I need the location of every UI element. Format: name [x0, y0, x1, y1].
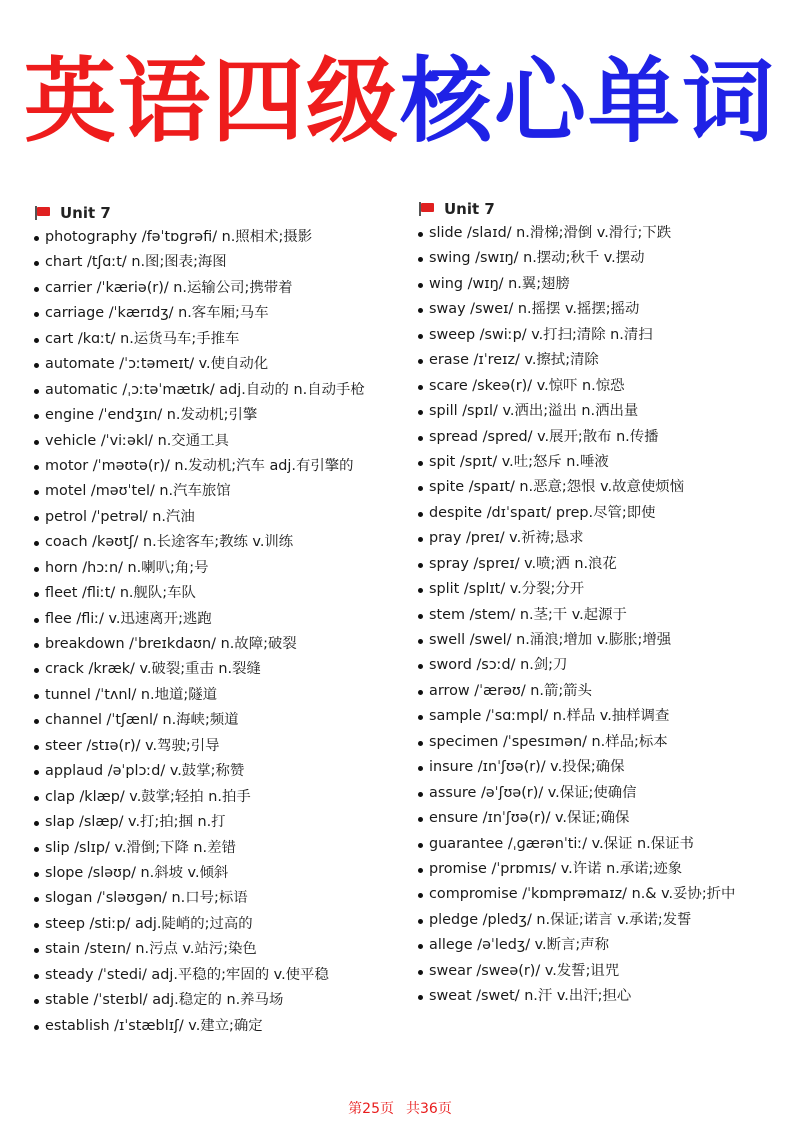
right-column: [418, 196, 788, 1010]
word-entry: engine /ˈendʒɪn/ n.发动机;引擎: [34, 403, 404, 428]
word-entry: swing /swɪŋ/ n.摆动;秋千 v.摆动: [418, 246, 788, 271]
word-entry: spit /spɪt/ v.吐;怒斥 n.唾液: [418, 450, 788, 475]
word-list: [34, 225, 404, 1039]
word-entry: stable /ˈsteɪbl/ adj.稳定的 n.养马场: [34, 988, 404, 1013]
unit-heading: [418, 196, 788, 221]
page-footer: [0, 1098, 800, 1118]
unit-label: Unit 7: [60, 203, 111, 222]
word-entry: horn /hɔːn/ n.喇叭;角;号: [34, 556, 404, 581]
word-entry: swell /swel/ n.涌浪;增加 v.膨胀;增强: [418, 628, 788, 653]
word-entry: arrow /ˈærəʊ/ n.箭;箭头: [418, 679, 788, 704]
word-entry: channel /ˈtʃænl/ n.海峡;频道: [34, 708, 404, 733]
word-entry: steady /ˈstedi/ adj.平稳的;牢固的 v.使平稳: [34, 963, 404, 988]
word-entry: sweat /swet/ n.汗 v.出汗;担心: [418, 984, 788, 1009]
word-entry: carrier /ˈkæriə(r)/ n.运输公司;携带着: [34, 276, 404, 301]
word-entry: sweep /swiːp/ v.打扫;清除 n.清扫: [418, 323, 788, 348]
word-entry: guarantee /ˌɡærənˈtiː/ v.保证 n.保证书: [418, 832, 788, 857]
page-title: [0, 42, 800, 162]
word-entry: petrol /ˈpetrəl/ n.汽油: [34, 505, 404, 530]
word-entry: clap /klæp/ v.鼓掌;轻拍 n.拍手: [34, 785, 404, 810]
word-entry: establish /ɪˈstæblɪʃ/ v.建立;确定: [34, 1014, 404, 1039]
word-entry: assure /əˈʃʊə(r)/ v.保证;使确信: [418, 781, 788, 806]
word-entry: automatic /ˌɔːtəˈmætɪk/ adj.自动的 n.自动手枪: [34, 378, 404, 403]
word-entry: split /splɪt/ v.分裂;分开: [418, 577, 788, 602]
red-flag-icon: [34, 206, 52, 220]
word-entry: carriage /ˈkærɪdʒ/ n.客车厢;马车: [34, 301, 404, 326]
word-entry: slap /slæp/ v.打;拍;掴 n.打: [34, 810, 404, 835]
word-entry: promise /ˈprɒmɪs/ v.许诺 n.承诺;迹象: [418, 857, 788, 882]
word-entry: stem /stem/ n.茎;干 v.起源于: [418, 603, 788, 628]
word-entry: spray /spreɪ/ v.喷;洒 n.浪花: [418, 552, 788, 577]
word-list: [418, 221, 788, 1010]
title-part-1: 英语四级: [23, 48, 400, 155]
word-entry: slogan /ˈsləʊɡən/ n.口号;标语: [34, 886, 404, 911]
word-entry: specimen /ˈspesɪmən/ n.样品;标本: [418, 730, 788, 755]
word-entry: sword /sɔːd/ n.剑;刀: [418, 653, 788, 678]
word-entry: crack /kræk/ v.破裂;重击 n.裂缝: [34, 657, 404, 682]
word-entry: slope /sləʊp/ n.斜坡 v.倾斜: [34, 861, 404, 886]
word-entry: tunnel /ˈtʌnl/ n.地道;隧道: [34, 683, 404, 708]
word-entry: steep /stiːp/ adj.陡峭的;过高的: [34, 912, 404, 937]
word-entry: erase /ɪˈreɪz/ v.擦拭;清除: [418, 348, 788, 373]
word-entry: motor /ˈməʊtə(r)/ n.发动机;汽车 adj.有引擎的: [34, 454, 404, 479]
word-entry: spread /spred/ v.展开;散布 n.传播: [418, 425, 788, 450]
word-entry: breakdown /ˈbreɪkdaʊn/ n.故障;破裂: [34, 632, 404, 657]
word-entry: slip /slɪp/ v.滑倒;下降 n.差错: [34, 836, 404, 861]
word-entry: compromise /ˈkɒmprəmaɪz/ n.& v.妥协;折中: [418, 882, 788, 907]
word-entry: scare /skeə(r)/ v.惊吓 n.惊恐: [418, 374, 788, 399]
word-entry: applaud /əˈplɔːd/ v.鼓掌;称赞: [34, 759, 404, 784]
word-entry: fleet /fliːt/ n.舰队;车队: [34, 581, 404, 606]
word-entry: photography /fəˈtɒɡrəfi/ n.照相术;摄影: [34, 225, 404, 250]
unit-heading: [34, 200, 404, 225]
word-entry: allege /əˈledʒ/ v.断言;声称: [418, 933, 788, 958]
word-entry: automate /ˈɔːtəmeɪt/ v.使自动化: [34, 352, 404, 377]
word-entry: coach /kəʊtʃ/ n.长途客车;教练 v.训练: [34, 530, 404, 555]
word-entry: spill /spɪl/ v.洒出;溢出 n.洒出量: [418, 399, 788, 424]
title-part-2: 核心单词: [400, 48, 777, 155]
word-entry: steer /stɪə(r)/ v.驾驶;引导: [34, 734, 404, 759]
word-entry: chart /tʃɑːt/ n.图;图表;海图: [34, 250, 404, 275]
page-number: 第25页: [348, 1101, 394, 1117]
page-total: 共36页: [406, 1101, 452, 1117]
red-flag-icon: [418, 202, 436, 216]
word-entry: cart /kɑːt/ n.运货马车;手推车: [34, 327, 404, 352]
word-entry: ensure /ɪnˈʃʊə(r)/ v.保证;确保: [418, 806, 788, 831]
left-column: [34, 200, 404, 1039]
word-entry: sway /sweɪ/ n.摇摆 v.摇摆;摇动: [418, 297, 788, 322]
unit-label: Unit 7: [444, 199, 495, 218]
word-entry: vehicle /ˈviːəkl/ n.交通工具: [34, 429, 404, 454]
word-entry: motel /məʊˈtel/ n.汽车旅馆: [34, 479, 404, 504]
word-entry: despite /dɪˈspaɪt/ prep.尽管;即使: [418, 501, 788, 526]
word-entry: pledge /pledʒ/ n.保证;诺言 v.承诺;发誓: [418, 908, 788, 933]
word-entry: wing /wɪŋ/ n.翼;翅膀: [418, 272, 788, 297]
word-entry: spite /spaɪt/ n.恶意;怨恨 v.故意使烦恼: [418, 475, 788, 500]
word-entry: swear /sweə(r)/ v.发誓;诅咒: [418, 959, 788, 984]
word-entry: insure /ɪnˈʃʊə(r)/ v.投保;确保: [418, 755, 788, 780]
word-entry: stain /steɪn/ n.污点 v.站污;染色: [34, 937, 404, 962]
word-entry: pray /preɪ/ v.祈祷;恳求: [418, 526, 788, 551]
word-entry: slide /slaɪd/ n.滑梯;滑倒 v.滑行;下跌: [418, 221, 788, 246]
word-entry: flee /fliː/ v.迅速离开;逃跑: [34, 607, 404, 632]
word-entry: sample /ˈsɑːmpl/ n.样品 v.抽样调查: [418, 704, 788, 729]
